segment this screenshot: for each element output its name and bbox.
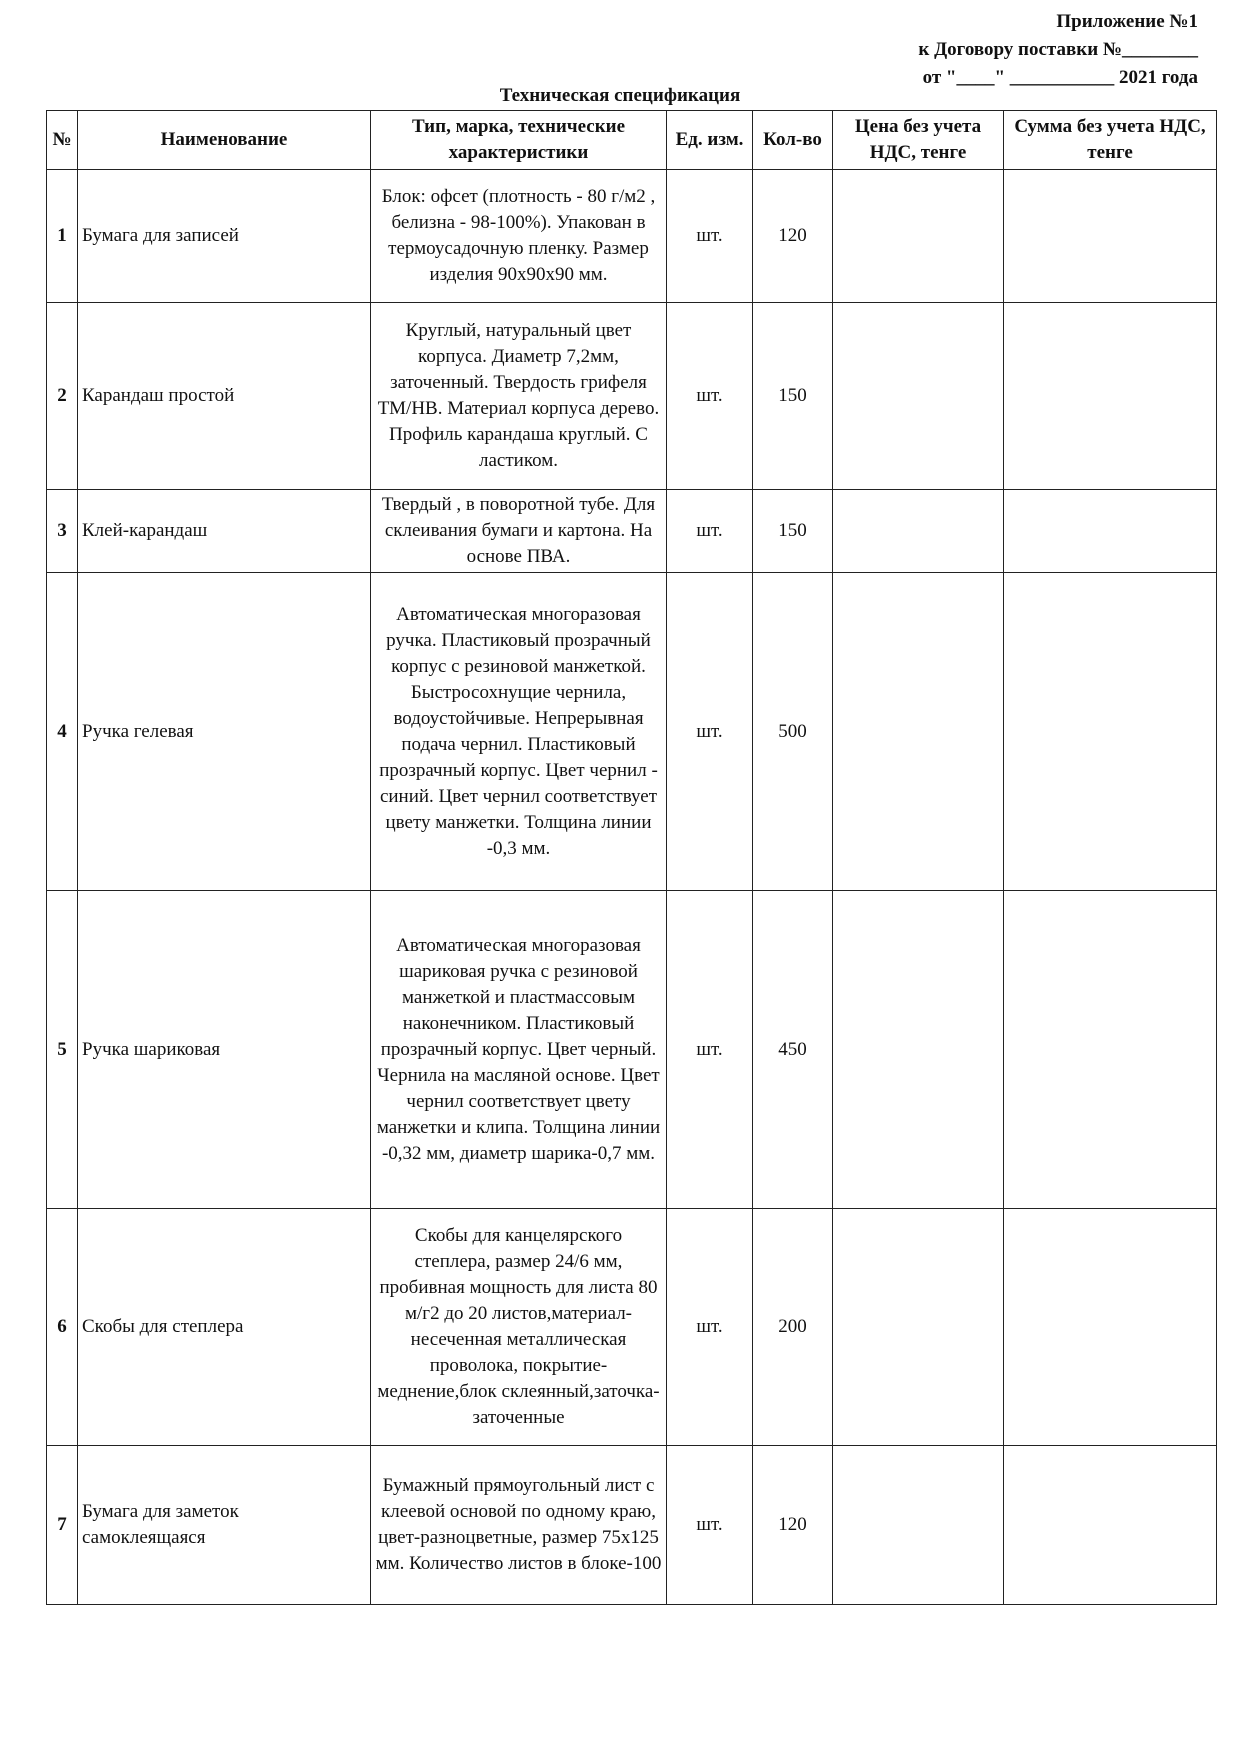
item-name: Бумага для записей [78,170,371,303]
item-name: Бумага для заметок самоклеящаяся [78,1446,371,1605]
item-specs: Автоматическая многоразовая шариковая ручка с резиновой манжеткой и пластмассовым наконечником. Пластиковый прозрачный корпус. Цвет черный. Чернила на масляной основе. Цвет чернил соответствует цвету манжетки и клипа. Толщина линии -0,32 мм, диаметр шарика-0,7 мм. [371,891,667,1209]
page-title: Техническая спецификация [499,85,741,106]
item-unit: шт. [667,1209,753,1446]
item-sum [1004,573,1217,891]
item-specs: Скобы для канцелярского степлера, размер 24/6 мм, пробивная мощность для листа 80 м/г2 до 20 листов,материал-несеченная металлическая проволока, покрытие-меднение,блок склеянный,заточка- заточенные [371,1209,667,1446]
item-quantity: 150 [753,490,833,573]
appendix-label: Приложение №1 [1056,11,1198,32]
item-unit: шт. [667,170,753,303]
item-specs: Блок: офсет (плотность - 80 г/м2 , белизна - 98-100%). Упакован в термоусадочную пленку. Размер изделия 90х90х90 мм. [371,170,667,303]
item-quantity: 200 [753,1209,833,1446]
table-row [47,490,1217,573]
document-header [918,8,1198,92]
column-header-unit: Ед. изм. [667,111,753,170]
item-name: Карандаш простой [78,303,371,490]
item-quantity: 150 [753,303,833,490]
item-price [833,490,1004,573]
row-number: 3 [47,490,78,573]
table-row [47,303,1217,490]
item-quantity: 450 [753,891,833,1209]
item-unit: шт. [667,1446,753,1605]
item-specs: Автоматическая многоразовая ручка. Пластиковый прозрачный корпус с резиновой манжеткой. Быстросохнущие чернила, водоустойчивые. Непрерывная подача чернил. Пластиковый прозрачный корпус. Цвет чернил - синий. Цвет чернил соответствует цвету манжетки. Толщина линии -0,3 мм. [371,573,667,891]
row-number: 2 [47,303,78,490]
item-price [833,1446,1004,1605]
item-name: Клей-карандаш [78,490,371,573]
item-specs: Бумажный прямоугольный лист с клеевой основой по одному краю, цвет-разноцветные, размер 75х125 мм. Количество листов в блоке-100 [371,1446,667,1605]
item-name: Скобы для степлера [78,1209,371,1446]
item-sum [1004,891,1217,1209]
column-header-price: Цена без учета НДС, тенге [833,111,1004,170]
contract-date: от "____" ___________ 2021 года [922,67,1198,88]
item-unit: шт. [667,303,753,490]
row-number: 6 [47,1209,78,1446]
column-header-sum: Сумма без учета НДС, тенге [1004,111,1217,170]
column-header-specs: Тип, марка, технические характеристики [371,111,667,170]
table-header-row [47,111,1217,170]
item-price [833,1209,1004,1446]
table-row [47,170,1217,303]
item-unit: шт. [667,490,753,573]
item-sum [1004,490,1217,573]
item-specs: Круглый, натуральный цвет корпуса. Диаметр 7,2мм, заточенный. Твердость грифеля ТМ/НВ. Материал корпуса дерево. Профиль карандаша круглый. С ластиком. [371,303,667,490]
table-row [47,1446,1217,1605]
item-name: Ручка гелевая [78,573,371,891]
item-unit: шт. [667,573,753,891]
row-number: 1 [47,170,78,303]
item-unit: шт. [667,891,753,1209]
column-header-quantity: Кол-во [753,111,833,170]
specification-table [46,110,1217,1605]
item-price [833,891,1004,1209]
item-price [833,170,1004,303]
table-row [47,891,1217,1209]
item-price [833,573,1004,891]
item-price [833,303,1004,490]
item-sum [1004,170,1217,303]
contract-reference: к Договору поставки №________ [918,39,1198,60]
item-sum [1004,1446,1217,1605]
table-row [47,1209,1217,1446]
item-sum [1004,303,1217,490]
item-quantity: 120 [753,1446,833,1605]
column-header-number: № [47,111,78,170]
item-quantity: 120 [753,170,833,303]
row-number: 7 [47,1446,78,1605]
item-sum [1004,1209,1217,1446]
item-specs: Твердый , в поворотной тубе. Для склеивания бумаги и картона. На основе ПВА. [371,490,667,573]
table-row [47,573,1217,891]
row-number: 5 [47,891,78,1209]
row-number: 4 [47,573,78,891]
item-name: Ручка шариковая [78,891,371,1209]
column-header-name: Наименование [78,111,371,170]
item-quantity: 500 [753,573,833,891]
